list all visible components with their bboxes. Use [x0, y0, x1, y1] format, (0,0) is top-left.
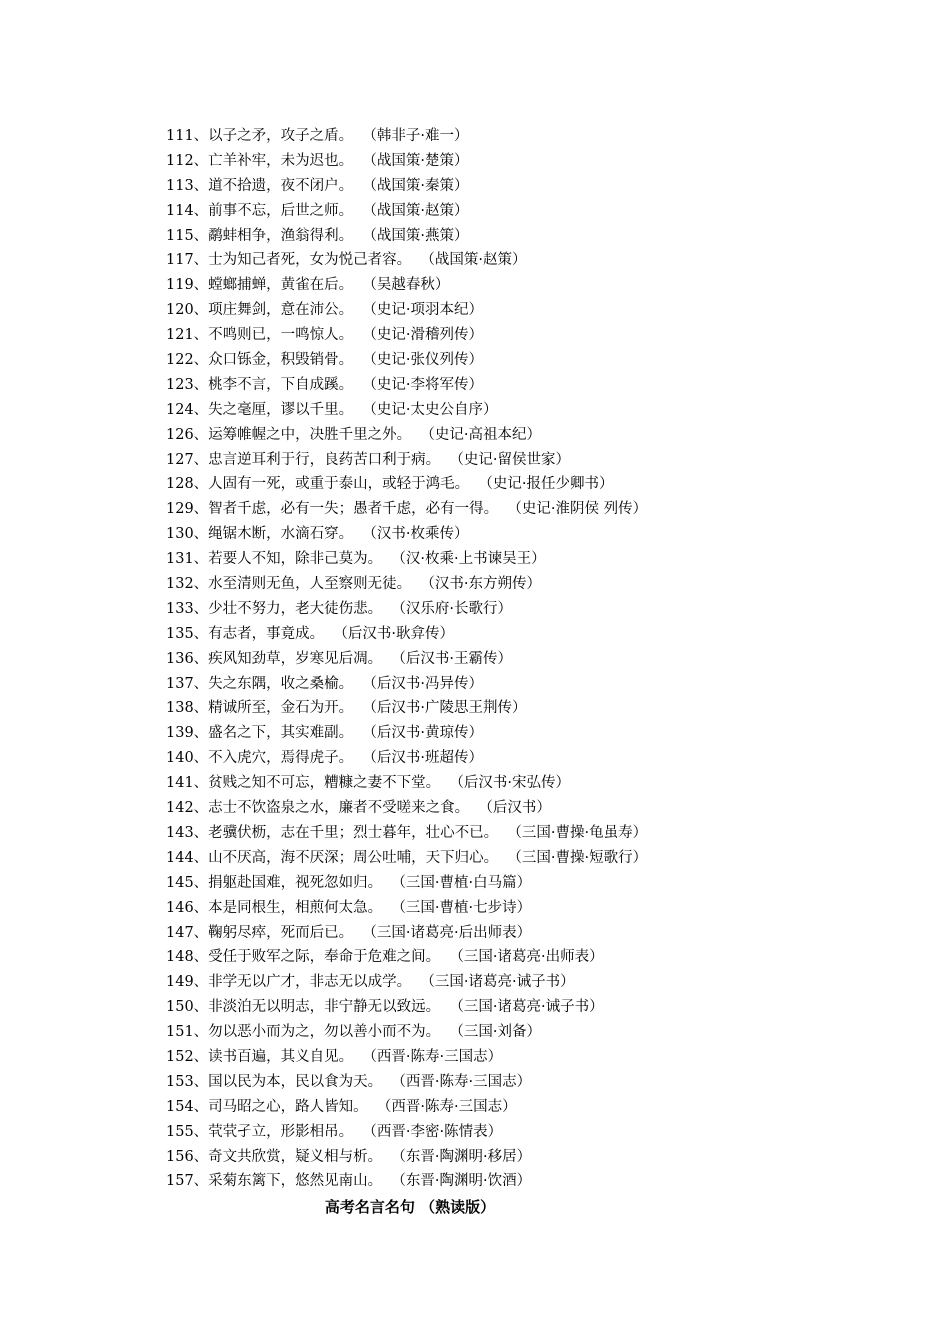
quote-line: 112、亡羊补牢，未为迟也。 （战国策·楚策）	[166, 152, 469, 169]
quote-line: 135、有志者，事竟成。 （后汉书·耿弇传）	[166, 625, 455, 642]
quote-line: 126、运筹帷幄之中，决胜千里之外。 （史记·高祖本纪）	[166, 426, 542, 443]
quote-line: 111、以子之矛，攻子之盾。 （韩非子·难一）	[166, 128, 469, 144]
quote-line: 136、疾风知劲草，岁寒见后凋。 （后汉书·王霸传）	[166, 650, 513, 667]
quote-line: 132、水至清则无鱼，人至察则无徒。 （汉书·东方朔传）	[166, 576, 542, 593]
quote-line: 143、老骥伏枥，志在千里；烈士暮年，壮心不已。 （三国·曹操·龟虽寿）	[166, 824, 648, 841]
quote-line: 127、忠言逆耳利于行，良药苦口利于病。 （史记·留侯世家）	[166, 451, 571, 468]
quote-line: 150、非淡泊无以明志，非宁静无以致远。 （三国·诸葛亮·诫子书）	[166, 999, 604, 1016]
quote-line: 128、人固有一死，或重于泰山，或轻于鸿毛。 （史记·报任少卿书）	[166, 476, 614, 493]
quote-line: 130、绳锯木断，水滴石穿。 （汉书·枚乘传）	[166, 526, 469, 543]
quote-line: 114、前事不忘，后世之师。 （战国策·赵策）	[166, 202, 469, 219]
quote-line: 133、少壮不努力，老大徒伤悲。 （汉乐府·长歌行）	[166, 600, 513, 617]
quote-line: 138、精诚所至，金石为开。 （后汉书·广陵思王荆传）	[166, 700, 527, 717]
quote-line: 117、士为知己者死，女为悦己者容。 （战国策·赵策）	[166, 252, 527, 269]
quote-line: 142、志士不饮盗泉之水，廉者不受嗟来之食。 （后汉书）	[166, 800, 551, 817]
quote-line: 113、道不拾遗，夜不闭户。 （战国策·秦策）	[166, 177, 469, 194]
quote-line: 119、螳螂捕蝉，黄雀在后。 （吴越春秋）	[166, 277, 450, 294]
footer-title: 高考名言名句 （熟读版）	[324, 1198, 496, 1216]
quote-line: 124、失之毫厘，谬以千里。 （史记·太史公自序）	[166, 401, 498, 418]
quote-line: 122、众口铄金，积毁销骨。 （史记·张仪列传）	[166, 352, 484, 369]
quote-line: 155、茕茕孑立，形影相吊。 （西晋·李密·陈情表）	[166, 1123, 503, 1140]
quote-line: 129、智者千虑，必有一失；愚者千虑，必有一得。 （史记·淮阴侯 列传）	[166, 501, 648, 518]
quote-line: 152、读书百遍，其义自见。 （西晋·陈寿·三国志）	[166, 1048, 503, 1065]
quote-line: 151、勿以恶小而为之，勿以善小而不为。 （三国·刘备）	[166, 1024, 542, 1041]
quote-line: 153、国以民为本，民以食为天。 （西晋·陈寿·三国志）	[166, 1073, 532, 1090]
quote-line: 137、失之东隅，收之桑榆。 （后汉书·冯异传）	[166, 675, 484, 692]
quote-line: 123、桃李不言，下自成蹊。 （史记·李将军传）	[166, 376, 484, 393]
quote-line: 149、非学无以广才，非志无以成学。 （三国·诸葛亮·诫子书）	[166, 974, 575, 991]
quote-list	[166, 124, 926, 1194]
quote-line: 139、盛名之下，其实难副。 （后汉书·黄琼传）	[166, 725, 484, 742]
quote-line: 145、捐躯赴国难，视死忽如归。 （三国·曹植·白马篇）	[166, 874, 532, 891]
quote-line: 121、不鸣则已，一鸣惊人。 （史记·滑稽列传）	[166, 327, 484, 344]
quote-line: 141、贫贱之知不可忘，糟糠之妻不下堂。 （后汉书·宋弘传）	[166, 775, 571, 792]
quote-line: 146、本是同根生，相煎何太急。 （三国·曹植·七步诗）	[166, 899, 532, 916]
quote-line: 144、山不厌高，海不厌深；周公吐哺，天下归心。 （三国·曹操·短歌行）	[166, 849, 648, 866]
quote-line: 140、不入虎穴，焉得虎子。 （后汉书·班超传）	[166, 750, 484, 767]
quote-line: 154、司马昭之心，路人皆知。 （西晋·陈寿·三国志）	[166, 1098, 517, 1115]
quote-line: 156、奇文共欣赏，疑义相与析。 （东晋·陶渊明·移居）	[166, 1148, 532, 1165]
quote-line: 131、若要人不知，除非己莫为。 （汉·枚乘·上书谏吴王）	[166, 551, 546, 568]
quote-line: 120、项庄舞剑，意在沛公。 （史记·项羽本纪）	[166, 302, 484, 319]
quote-line: 115、鹬蚌相争，渔翁得利。 （战国策·燕策）	[166, 227, 469, 244]
quote-line: 157、采菊东篱下，悠然见南山。 （东晋·陶渊明·饮酒）	[166, 1173, 532, 1190]
quote-line: 147、鞠躬尽瘁，死而后已。 （三国·诸葛亮·后出师表）	[166, 924, 532, 941]
quote-line: 148、受任于败军之际，奉命于危难之间。 （三国·诸葛亮·出师表）	[166, 949, 604, 966]
